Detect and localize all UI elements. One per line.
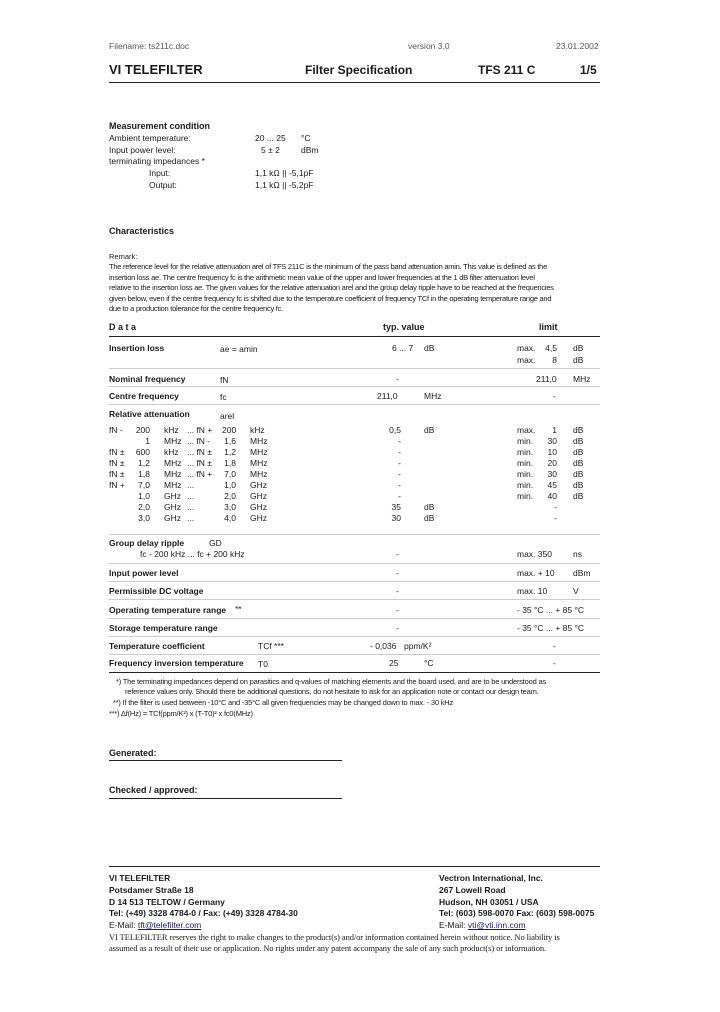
- remark-line: given below, even if the centre frequency fc is shifted due to the temperature coefficient of frequency TCf in the operating temperature range and: [109, 293, 552, 303]
- relatt-cell-f: GHz: [250, 513, 267, 523]
- relatt-cell-e: 3,0: [224, 502, 236, 512]
- input-label: Input:: [149, 168, 171, 178]
- relatt-cell-typ-unit: dB: [424, 513, 435, 523]
- relatt-cell-c: MHz: [164, 458, 182, 468]
- relatt-cell-lim-lbl: max.: [517, 425, 536, 435]
- relatt-cell-typ-unit: dB: [424, 425, 435, 435]
- gdr-limit: max. 350: [517, 549, 552, 559]
- relatt-cell-c: MHz: [164, 480, 182, 490]
- characteristics-title: Characteristics: [109, 226, 175, 236]
- relatt-symbol: arel: [220, 411, 235, 421]
- relatt-cell-e: 1,6: [224, 436, 236, 446]
- tc-symbol: TCf ***: [258, 641, 284, 651]
- remark-text: [109, 262, 611, 315]
- filename: Filename: ts211c.doc: [109, 41, 190, 51]
- relatt-cell-c: kHz: [164, 447, 179, 457]
- table-divider: [109, 336, 600, 337]
- relatt-cell-e: 1,2: [224, 447, 236, 457]
- relatt-cell-e: 1,0: [224, 480, 236, 490]
- data-header: D a t a: [109, 322, 137, 332]
- relatt-cell-b: 1,0: [138, 491, 150, 501]
- power-label: Input power level:: [109, 145, 176, 155]
- brand-vi: VI: [109, 62, 122, 77]
- measurement-title: Measurement condition: [109, 121, 211, 131]
- gdr-unit: ns: [573, 549, 582, 559]
- brand-name: TELEFILTER: [124, 62, 203, 77]
- table-bottom-divider: [109, 672, 600, 673]
- gdr-typ: -: [396, 549, 399, 559]
- relatt-cell-e: 200: [222, 425, 237, 435]
- relatt-cell-d: ... fN ±: [187, 447, 212, 457]
- footer-right-email-label: E-Mail:: [439, 920, 466, 930]
- relatt-cell-e: 2,0: [224, 491, 236, 501]
- relatt-cell-b: 1: [145, 436, 150, 446]
- relatt-cell-d: ...: [187, 513, 195, 523]
- insertion-lim2-label: max.: [517, 355, 536, 365]
- footer-left-company: VI TELEFILTER: [109, 873, 171, 883]
- relatt-cell-lim-unit: dB: [573, 480, 584, 490]
- header-divider: [109, 82, 600, 83]
- gdr-symbol: GD: [209, 538, 222, 548]
- relatt-cell-c: MHz: [164, 436, 182, 446]
- footnote-3: ***) Δf(Hz) = TCf(ppm/K²) x (T-T0)² x fc0(MHz): [109, 709, 253, 718]
- output-label: Output:: [149, 180, 177, 190]
- optemp-mark: **: [235, 604, 242, 614]
- relatt-cell-f: MHz: [250, 458, 268, 468]
- remark-line: due to a production tolerance for the centre frequency fc.: [109, 304, 283, 313]
- version: version 3.0: [408, 41, 450, 51]
- relatt-cell-typ: -: [398, 447, 401, 457]
- relatt-cell-lim: 40: [547, 491, 557, 501]
- centre-label: Centre frequency: [109, 391, 179, 401]
- relatt-label: Relative attenuation: [109, 409, 190, 419]
- relatt-cell-e: 1,8: [224, 458, 236, 468]
- relatt-cell-c: GHz: [164, 513, 181, 523]
- relatt-cell-f: MHz: [250, 469, 268, 479]
- row-divider: [109, 404, 600, 405]
- disclaimer-line-1: VI TELEFILTER reserves the right to make changes to the product(s) and/or information contained herein without notice. No liability is: [109, 932, 560, 942]
- dcv-label: Permissible DC voltage: [109, 586, 204, 596]
- tc-label: Temperature coefficient: [109, 641, 205, 651]
- relatt-cell-lim-unit: dB: [573, 469, 584, 479]
- relatt-cell-typ: -: [398, 491, 401, 501]
- brand-logo: [109, 62, 203, 77]
- relatt-cell-lim: 1: [552, 425, 557, 435]
- footer-right-street: 267 Lowell Road: [439, 885, 506, 895]
- row-divider: [109, 368, 600, 369]
- page-number: 1/5: [580, 63, 597, 77]
- footer-right-email-link[interactable]: vti@vti.inn.com: [467, 920, 526, 930]
- relatt-cell-lim: -: [554, 502, 557, 512]
- relatt-cell-f: GHz: [250, 491, 267, 501]
- generated-label: Generated:: [109, 748, 157, 758]
- dcv-typ: -: [396, 586, 399, 596]
- row-divider: [109, 534, 600, 535]
- footer-divider: [109, 866, 600, 867]
- inpower-unit: dBm: [573, 568, 591, 578]
- relatt-cell-f: kHz: [250, 425, 265, 435]
- footer-left-street: Potsdamer Straße 18: [109, 885, 194, 895]
- relatt-cell-lim-unit: dB: [573, 447, 584, 457]
- ambient-label: Ambient temperature:: [109, 133, 191, 143]
- relatt-cell-typ: -: [398, 436, 401, 446]
- limit-header: limit: [539, 322, 558, 332]
- footer-left-phone: Tel: (+49) 3328 4784-0 / Fax: (+49) 3328 4784-30: [109, 908, 298, 918]
- insertion-symbol: ae = amin: [220, 344, 258, 354]
- nominal-label: Nominal frequency: [109, 374, 186, 384]
- relatt-cell-typ: 35: [391, 502, 401, 512]
- relatt-cell-f: GHz: [250, 502, 267, 512]
- relatt-cell-c: kHz: [164, 425, 179, 435]
- relatt-cell-lim-lbl: min.: [517, 469, 534, 479]
- footer-right-company: Vectron International, Inc.: [439, 873, 543, 883]
- tc-typ: - 0,036: [370, 641, 397, 651]
- insertion-typ-unit: dB: [424, 343, 435, 353]
- relatt-cell-f: MHz: [250, 447, 268, 457]
- row-divider: [109, 654, 600, 655]
- relatt-cell-typ: -: [398, 480, 401, 490]
- relatt-cell-c: GHz: [164, 502, 181, 512]
- insertion-lim1-label: max.: [517, 343, 536, 353]
- fit-label: Frequency inversion temperature: [109, 658, 244, 668]
- relatt-cell-d: ... fN -: [187, 436, 211, 446]
- ambient-value: 20 ... 25: [255, 133, 286, 143]
- relatt-cell-lim-unit: dB: [573, 491, 584, 501]
- tc-typ-unit: ppm/K²: [404, 641, 432, 651]
- relatt-cell-lim-unit: dB: [573, 458, 584, 468]
- relatt-cell-d: ...: [187, 491, 195, 501]
- checked-label: Checked / approved:: [109, 785, 198, 795]
- relatt-cell-b: 200: [135, 425, 150, 435]
- relatt-cell-typ: 0,5: [389, 425, 401, 435]
- remark-label: Remark:: [109, 252, 138, 261]
- input-value: 1,1 kΩ || -5,1pF: [255, 168, 314, 178]
- footnote-1: *) The terminating impedances depend on parasitics and q-values of matching elements and the board used, and are to be understood as: [116, 677, 547, 686]
- gdr-label: Group delay ripple: [109, 538, 185, 548]
- sttemp-limit: - 35 °C ... + 85 °C: [517, 623, 585, 633]
- relatt-cell-b: 3,0: [138, 513, 150, 523]
- nominal-typ: -: [396, 374, 399, 384]
- relatt-cell-e: 7,0: [224, 469, 236, 479]
- optemp-label: Operating temperature range: [109, 605, 227, 615]
- relatt-cell-f: GHz: [250, 480, 267, 490]
- insertion-typ: 6 ... 7: [392, 343, 414, 353]
- footer-left-city: D 14 513 TELTOW / Germany: [109, 897, 225, 907]
- relatt-cell-a: fN -: [109, 425, 123, 435]
- relatt-cell-b: 1,2: [138, 458, 150, 468]
- remark-line: insertion loss ae. The centre frequency fc is the arithmetic mean value of the upper and lower frequencies at the 1 dB filter attenuation level: [109, 272, 535, 282]
- relatt-cell-lim-lbl: min.: [517, 480, 534, 490]
- row-divider: [109, 618, 600, 619]
- relatt-cell-typ: -: [398, 458, 401, 468]
- inpower-typ: -: [396, 568, 399, 578]
- nominal-unit: MHz: [573, 374, 591, 384]
- footnote-1b: reference values only. Should there be additional questions, do not hesitate to ask for an application note or contact our design team.: [125, 687, 539, 696]
- relatt-cell-d: ... fN +: [187, 469, 213, 479]
- part-number: TFS 211 C: [478, 63, 536, 77]
- relatt-cell-b: 600: [135, 447, 150, 457]
- optemp-limit: - 35 °C ... + 85 °C: [517, 605, 585, 615]
- nominal-symbol: fN: [220, 375, 229, 385]
- row-divider: [109, 386, 600, 387]
- insertion-lim2: 8: [552, 355, 557, 365]
- row-divider: [109, 581, 600, 582]
- relatt-cell-f: MHz: [250, 436, 268, 446]
- ambient-unit: °C: [301, 133, 311, 143]
- relatt-cell-lim: -: [554, 513, 557, 523]
- doc-title: Filter Specification: [305, 63, 413, 77]
- relatt-cell-lim-unit: dB: [573, 436, 584, 446]
- fit-limit: -: [553, 658, 556, 668]
- relatt-cell-lim-lbl: min.: [517, 436, 534, 446]
- relatt-cell-typ: -: [398, 469, 401, 479]
- sttemp-typ: -: [396, 623, 399, 633]
- relatt-cell-typ-unit: dB: [424, 502, 435, 512]
- insertion-lim1: 4,5: [545, 343, 557, 353]
- relatt-cell-a: fN ±: [109, 447, 125, 457]
- inpower-label: Input power level: [109, 568, 179, 578]
- typ-header: typ. value: [383, 322, 425, 332]
- centre-typ-unit: MHz: [424, 391, 442, 401]
- relatt-cell-c: GHz: [164, 491, 181, 501]
- relatt-cell-lim-unit: dB: [573, 425, 584, 435]
- insertion-label: Insertion loss: [109, 343, 165, 353]
- relatt-cell-d: ...: [187, 502, 195, 512]
- relatt-cell-a: fN ±: [109, 458, 125, 468]
- impedance-label: terminating impedances *: [109, 156, 205, 166]
- centre-symbol: fc: [220, 392, 227, 402]
- relatt-cell-c: MHz: [164, 469, 182, 479]
- relatt-cell-typ: 30: [391, 513, 401, 523]
- relatt-cell-d: ... fN ±: [187, 458, 212, 468]
- output-value: 1,1 kΩ || -5,2pF: [255, 180, 314, 190]
- nominal-limit: 211,0: [536, 374, 557, 384]
- relatt-cell-b: 1,8: [138, 469, 150, 479]
- relatt-cell-lim: 45: [547, 480, 557, 490]
- footer-right-email-row: [439, 920, 526, 930]
- insertion-lim1-unit: dB: [573, 343, 584, 353]
- date: 23.01.2002: [556, 41, 599, 51]
- row-divider: [109, 563, 600, 564]
- relatt-cell-a: fN ±: [109, 469, 125, 479]
- relatt-cell-lim: 20: [547, 458, 557, 468]
- generated-signature-line[interactable]: [109, 760, 342, 761]
- footnote-2: **) If the filter is used between -10°C and -35°C all given frequencies may be changed down to max. - 30 kHz: [113, 698, 454, 707]
- dcv-limit: max. 10: [517, 586, 548, 596]
- footer-left-email-label: E-Mail:: [109, 920, 136, 930]
- fit-typ-unit: °C: [424, 658, 434, 668]
- footer-left-email-row: [109, 920, 201, 930]
- relatt-cell-d: ... fN +: [187, 425, 213, 435]
- row-divider: [109, 599, 600, 600]
- remark-line: relative to the insertion loss ae. The given values for the relative attenuation arel and the group delay ripple have to be reached at the frequencies: [109, 283, 554, 292]
- relatt-cell-a: fN +: [109, 480, 125, 490]
- fit-symbol: T0: [258, 659, 268, 669]
- fit-typ: 25: [389, 658, 399, 668]
- relatt-cell-b: 7,0: [138, 480, 150, 490]
- relatt-cell-lim: 10: [547, 447, 557, 457]
- relatt-cell-lim-lbl: min.: [517, 447, 534, 457]
- remark-line: The reference level for the relative attenuation arel of TFS 211C is the minimum of the pass band attenuation amin. This value is defined as the: [109, 262, 548, 271]
- dcv-unit: V: [573, 586, 579, 596]
- power-unit: dBm: [301, 145, 319, 155]
- relatt-cell-b: 2,0: [138, 502, 150, 512]
- relatt-cell-lim-lbl: min.: [517, 458, 534, 468]
- insertion-lim2-unit: dB: [573, 355, 584, 365]
- gdr-range: fc - 200 kHz ... fc + 200 kHz: [140, 549, 245, 559]
- disclaimer-line-2: assumed as a result of their use or application. No rights under any patent accompany the sale of any such product(s) or information.: [109, 943, 547, 953]
- footer-left-email-link[interactable]: tft@telefilter.com: [137, 920, 202, 930]
- row-divider: [109, 636, 600, 637]
- footer-right-phone: Tel: (603) 598-0070 Fax: (603) 598-0075: [439, 908, 595, 918]
- checked-signature-line[interactable]: [109, 798, 342, 799]
- footer-right-city: Hudson, NH 03051 / USA: [439, 897, 539, 907]
- relatt-cell-lim: 30: [547, 469, 557, 479]
- centre-limit: -: [553, 391, 556, 401]
- tc-limit: -: [553, 641, 556, 651]
- sttemp-label: Storage temperature range: [109, 623, 218, 633]
- relatt-cell-e: 4,0: [224, 513, 236, 523]
- centre-typ: 211,0: [377, 391, 398, 401]
- relatt-cell-d: ...: [187, 480, 195, 490]
- inpower-limit: max. + 10: [517, 568, 555, 578]
- power-value: 5 ± 2: [261, 145, 280, 155]
- optemp-typ: -: [396, 605, 399, 615]
- relatt-cell-lim: 30: [547, 436, 557, 446]
- relatt-cell-lim-lbl: min.: [517, 491, 534, 501]
